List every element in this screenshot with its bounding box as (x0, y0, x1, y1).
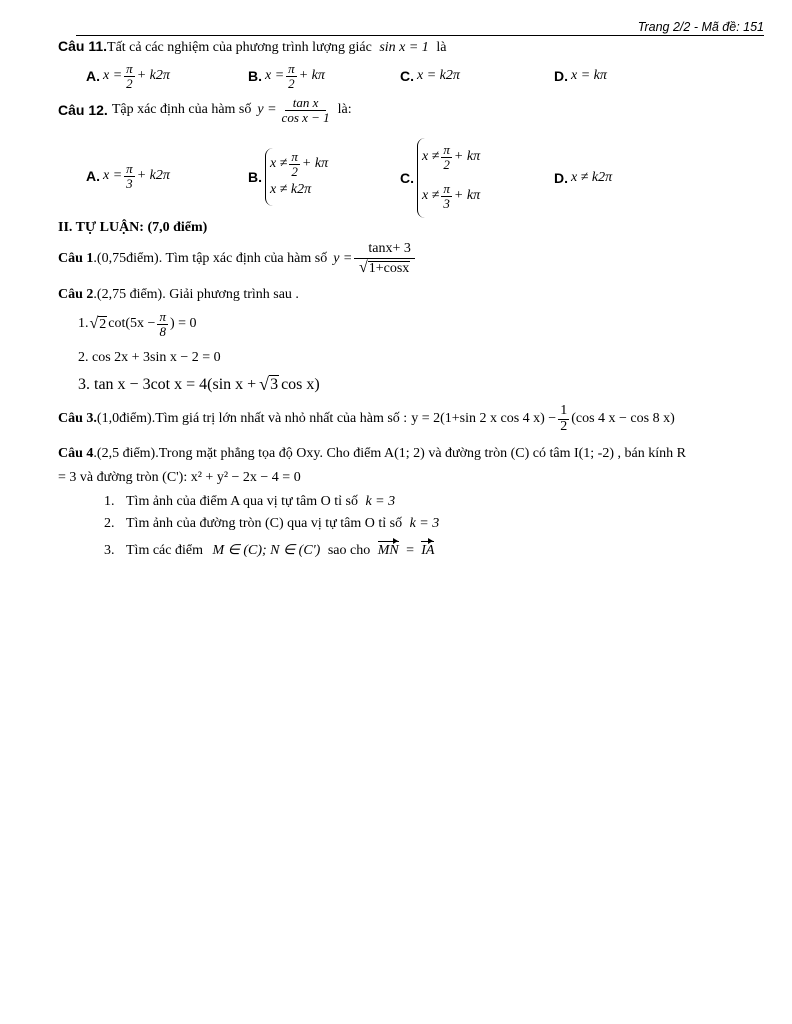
essay-question-1 (58, 242, 417, 276)
option-expr: x ≠ k2π (571, 170, 613, 185)
item-3-sqrt: 3 (270, 376, 279, 393)
system-line2-pre: x ≠ (422, 188, 440, 203)
item-1-tail: ) = 0 (169, 316, 197, 332)
option-letter: B. (248, 68, 262, 85)
essay-3-fraction: $\frac{1}{2}$ (560, 403, 568, 434)
system-line2: x ≠ k2π (270, 182, 312, 197)
essay-1-label: Câu 1 (58, 251, 94, 267)
item-3-expr: 3. tan x − 3cot x = 4(sin x + (78, 375, 257, 393)
option-letter: B. (248, 169, 262, 185)
system-line1-pre: x ≠ (270, 156, 288, 171)
essay-1-y: y = (333, 251, 353, 267)
question-12-fraction: $\frac{\text{tan x}}{\text{cos x − 1}}$ (281, 95, 330, 125)
page-header: Trang 2/2 - Mã đề: 151 (637, 20, 764, 34)
essay-question-4 (58, 446, 686, 462)
option-pre: x = (103, 68, 123, 84)
system-line2-post: + kπ (453, 188, 481, 203)
q12-option-c (400, 138, 480, 218)
option-fraction: $\frac{\pi}{2}$ (288, 61, 295, 91)
essay-2-item-2: 2. cos 2x + 3sin x − 2 = 0 (78, 350, 221, 365)
option-post: + k2π (136, 168, 170, 184)
system-line1-fraction: $\frac{\pi}{2}$ (291, 148, 298, 179)
option-expr: x = k2π (417, 68, 460, 83)
system-line1-post: + kπ (453, 149, 481, 164)
q12-option-d (554, 170, 612, 186)
section-title: II. TỰ LUẬN: (7,0 điểm) (58, 220, 208, 235)
option-letter: D. (554, 170, 568, 186)
item-1-fraction: $\frac{\pi}{8}$ (159, 309, 166, 339)
q11-option-b (248, 62, 325, 90)
question-12-tail: là: (337, 102, 352, 118)
essay-4-text: .(2,5 điểm).Trong mặt phẳng tọa độ Oxy. Cho điểm A(1; 2) và đường tròn (C) có tâm I(1; -2) , bán kính R (93, 446, 686, 461)
question-11 (58, 38, 446, 56)
q12-option-a (86, 162, 170, 190)
sqrt-value: 2 (99, 316, 107, 332)
essay-3-text: (1,0điểm).Tìm giá trị lớn nhất và nhỏ nhất của hàm số : (96, 411, 408, 427)
essay-1-text: .(0,75điểm). Tìm tập xác định của hàm số (93, 251, 328, 267)
question-11-equation: sin x = 1 (379, 40, 429, 55)
question-12 (58, 96, 352, 124)
essay-2-item-3: 3. tan x − 3cot x = 4(sin x + √ 3 cos x) (78, 374, 320, 394)
question-11-label: Câu 11. (58, 38, 108, 54)
question-11-tail: là (436, 40, 447, 55)
item-3-tail: cos x) (281, 375, 320, 393)
essay-4-item-2: 2. Tìm ảnh của đường tròn (C) qua vị tự tâm O tỉ số k = 3 (104, 516, 440, 531)
system-line1-post: + kπ (301, 156, 329, 171)
essay-1-fraction: tanx+ 3 √ 1+cosx (354, 242, 415, 276)
essay-3-expr: y = 2(1+sin 2 x cos 4 x) − (411, 411, 557, 427)
option-letter: A. (86, 68, 100, 85)
system-brace (417, 138, 480, 218)
essay-question-3 (58, 404, 675, 434)
vector-ia: IA (421, 543, 435, 558)
question-12-text: Tập xác định của hàm số (111, 102, 252, 118)
option-pre: x = (103, 168, 123, 184)
option-letter: C. (400, 170, 414, 186)
option-post: + k2π (136, 68, 170, 84)
option-expr: x = kπ (571, 68, 607, 83)
system-brace (265, 148, 328, 206)
question-12-y: y = (257, 102, 277, 118)
essay-3-expr-tail: (cos 4 x − cos 8 x) (571, 411, 675, 427)
item-number: 1. (78, 316, 89, 332)
essay-question-2 (58, 287, 299, 303)
cot-expr: cot(5x − (108, 316, 156, 332)
essay-2-label: Câu 2 (58, 287, 94, 302)
option-fraction: $\frac{\pi}{3}$ (126, 161, 133, 191)
header-rule (76, 35, 764, 36)
vector-mn: MN (377, 543, 399, 558)
question-12-label: Câu 12. (58, 102, 108, 119)
q12-option-b (248, 148, 328, 206)
essay-4-item-3: 3. Tìm các điểm M ∈ (C); N ∈ (C') sao cho MN = IA (104, 543, 435, 558)
system-line1-fraction: $\frac{\pi}{2}$ (443, 141, 450, 172)
essay-4-line2: = 3 và đường tròn (C'): x² + y² − 2x − 4 = 0 (58, 470, 301, 485)
option-letter: C. (400, 68, 414, 84)
option-pre: x = (265, 68, 285, 84)
essay-2-item-1: 1. √ 2 cot(5x − $\frac{\pi}{8}$ ) = 0 (78, 309, 197, 339)
q11-option-a (86, 62, 170, 90)
essay-4-label: Câu 4 (58, 446, 94, 461)
option-post: + kπ (298, 68, 325, 84)
q11-option-d (554, 68, 607, 84)
question-11-text: Tất cả các nghiệm của phương trình lượng giác (107, 40, 372, 55)
essay-4-item-1: 1. Tìm ảnh của điểm A qua vị tự tâm O tỉ số k = 3 (104, 494, 396, 509)
option-letter: D. (554, 68, 568, 84)
system-line2-fraction: $\frac{\pi}{3}$ (443, 180, 450, 211)
option-letter: A. (86, 168, 100, 185)
system-line1-pre: x ≠ (422, 149, 440, 164)
option-fraction: $\frac{\pi}{2}$ (126, 61, 133, 91)
essay-3-label: Câu 3. (58, 411, 97, 427)
q11-option-c (400, 68, 460, 84)
essay-2-text: .(2,75 điểm). Giải phương trình sau . (93, 287, 299, 302)
